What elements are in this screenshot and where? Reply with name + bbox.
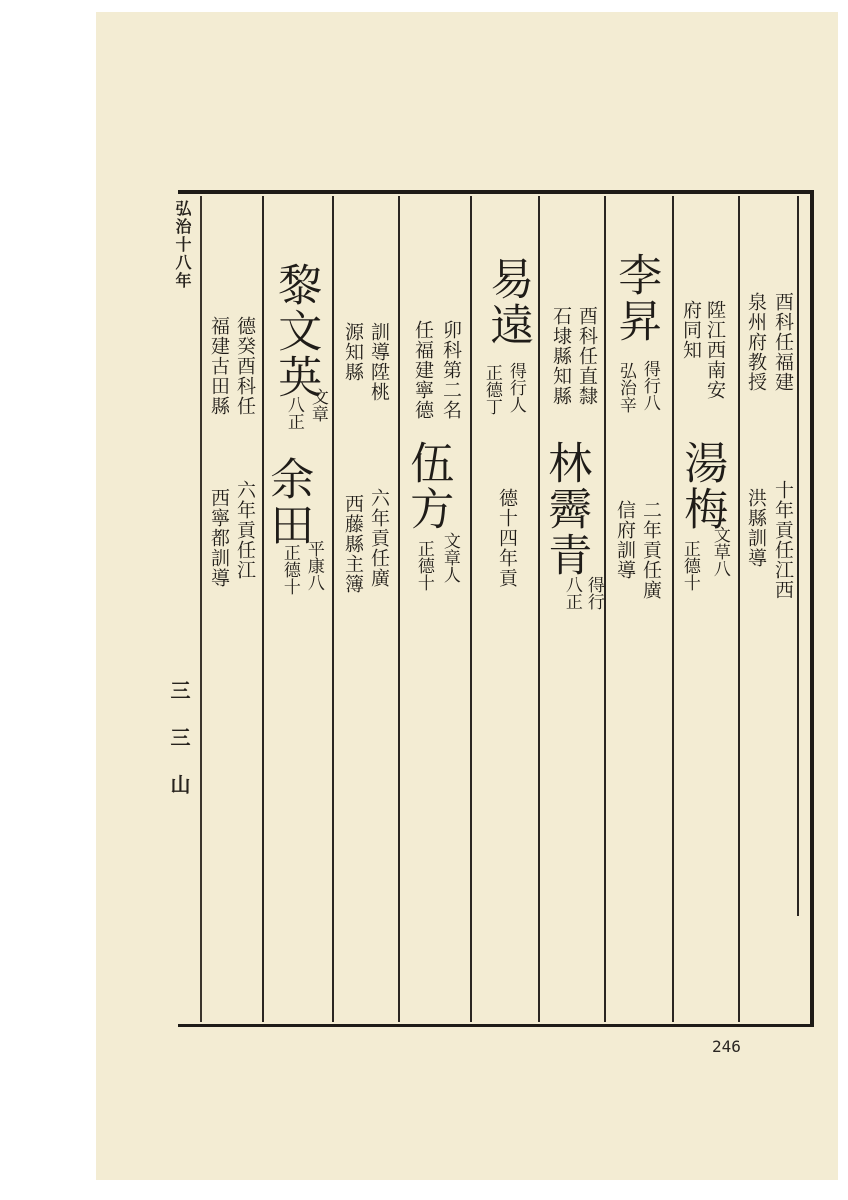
text-column: 源知縣	[341, 322, 364, 382]
column-divider	[470, 196, 472, 1022]
text-column: 訓導陞桃	[367, 322, 390, 402]
frame-bottom-border	[178, 1024, 814, 1027]
text-column: 酉科任直隸	[575, 306, 598, 406]
person-name: 湯梅	[676, 440, 728, 532]
text-column: 得行人	[505, 362, 526, 413]
text-column: 八正	[283, 396, 304, 430]
text-column: 泉州府教授	[744, 292, 767, 392]
text-column: 德十四年貢	[495, 488, 518, 588]
text-column: 正德丁	[481, 364, 502, 415]
text-column: 正德十	[413, 540, 434, 591]
column-divider	[398, 196, 400, 1022]
person-name: 伍方	[402, 440, 454, 532]
text-column: 福建古田縣	[207, 316, 230, 416]
inner-right-rule	[797, 196, 799, 916]
scanned-page	[96, 12, 838, 1180]
page-number: 246	[712, 1037, 741, 1056]
text-column: 平康八	[303, 540, 324, 591]
frame-right-border	[810, 190, 814, 1026]
text-column: 八正	[561, 576, 582, 610]
text-column: 西藤縣主簿	[341, 494, 364, 594]
margin-header: 弘治十八年	[173, 200, 192, 290]
text-column: 文章人	[439, 532, 460, 583]
text-column: 任福建寧德	[411, 320, 434, 420]
person-name: 易遠	[482, 256, 534, 348]
text-column: 文草八	[709, 526, 730, 577]
text-column: 六年貢任廣	[367, 488, 390, 588]
text-column: 石埭縣知縣	[549, 306, 572, 406]
column-divider	[672, 196, 674, 1022]
text-column: 正德十	[279, 544, 300, 595]
text-column: 文章	[307, 388, 328, 422]
text-column: 西寧都訓導	[207, 488, 230, 588]
margin-foot: 三 三 山	[167, 680, 191, 804]
text-column: 弘治辛	[615, 362, 636, 413]
person-name: 黎文英	[270, 262, 322, 400]
column-divider	[604, 196, 606, 1022]
text-column: 卯科第二名	[439, 320, 462, 420]
text-column: 十年貢任江西	[771, 480, 794, 600]
column-divider	[538, 196, 540, 1022]
text-column: 陞江西南安	[703, 300, 726, 400]
text-column: 府同知	[679, 300, 702, 360]
text-column: 得行八	[639, 360, 660, 411]
text-column: 德癸酉科任	[233, 316, 256, 416]
frame-top-border	[178, 190, 814, 194]
person-name: 林霽青	[540, 440, 592, 578]
text-column: 六年貢任江	[233, 480, 256, 580]
column-divider	[262, 196, 264, 1022]
text-column: 信府訓導	[613, 500, 636, 580]
text-column: 二年貢任廣	[639, 500, 662, 600]
text-column: 得行	[583, 576, 604, 610]
column-divider	[332, 196, 334, 1022]
text-column: 酉科任福建	[771, 292, 794, 392]
column-divider	[738, 196, 740, 1022]
margin-rule	[200, 196, 202, 1022]
person-name: 李昇	[610, 252, 662, 344]
person-name: 余田	[262, 456, 314, 548]
text-column: 正德十	[679, 540, 700, 591]
text-column: 洪縣訓導	[744, 488, 767, 568]
